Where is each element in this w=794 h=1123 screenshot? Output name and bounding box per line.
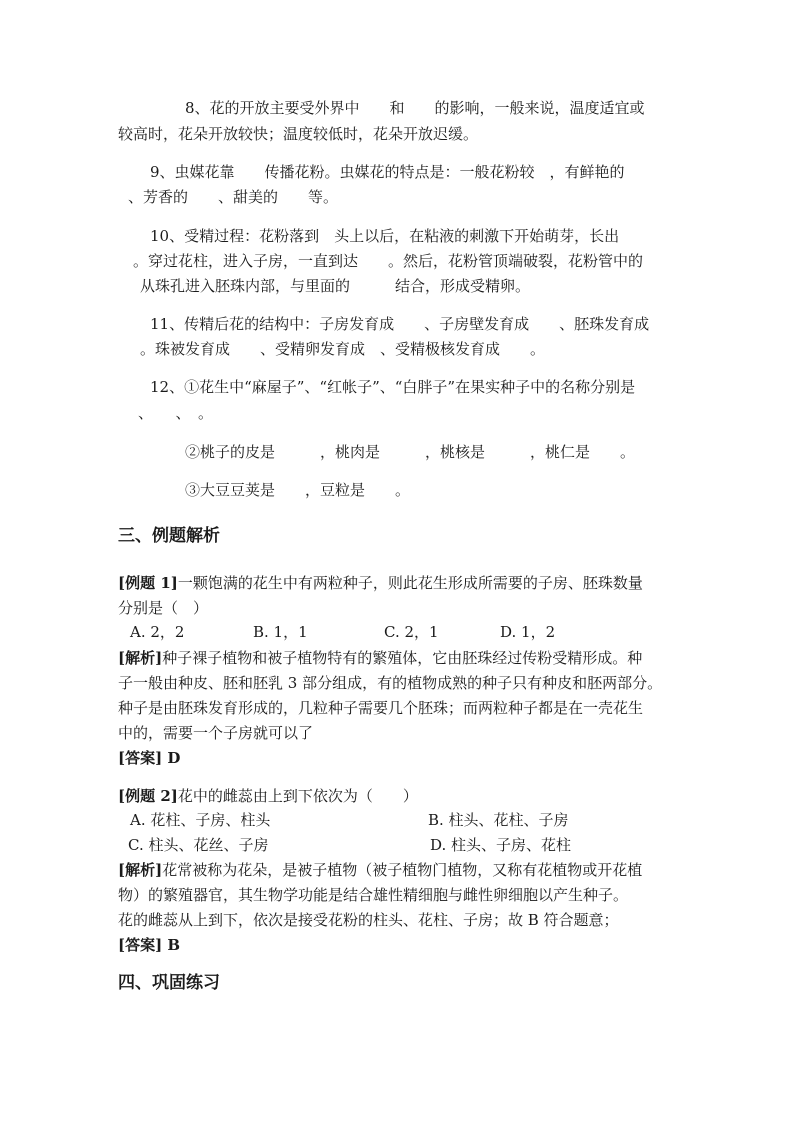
section-3-heading: 三、例题解析	[118, 526, 220, 546]
q9-line-2: 、芳香的 、甜美的 等。	[128, 188, 339, 206]
q8-line-2: 较高时，花朵开放较快；温度较低时，花朵开放迟缓。	[118, 125, 479, 143]
example-1-question-line-1: [例题 1]一颗饱满的花生中有两粒种子，则此花生形成所需要的子房、胚珠数量	[118, 574, 643, 592]
example-2-analysis-line-3: 花的雌蕊从上到下，依次是接受花粉的柱头、花柱、子房；故 B 符合题意；	[118, 911, 619, 929]
example-1-analysis-line-3: 种子是由胚珠发育形成的，几粒种子需要几个胚珠；而两粒种子都是在一壳花生	[118, 699, 644, 717]
example-1-analysis-line-1: [解析]种子裸子植物和被子植物特有的繁殖体，它由胚珠经过传粉受精形成。种	[118, 649, 643, 667]
example-2-question: [例题 2]花中的雌蕊由上到下依次为（ ）	[118, 787, 418, 805]
q11-line-1: 11、传精后花的结构中：子房发育成 、子房壁发育成 、胚珠发育成	[150, 315, 650, 333]
q8-line-1: 8、花的开放主要受外界中 和 的影响，一般来说，温度适宜或	[185, 99, 645, 117]
example-1-label: [例题 1]	[118, 574, 178, 592]
q12-line-4: ③大豆豆荚是 ，豆粒是 。	[185, 481, 411, 499]
q9-line-1: 9、虫媒花靠 传播花粉。虫媒花的特点是：一般花粉较 ，有鲜艳的	[150, 163, 625, 181]
q10-line-2: 。穿过花柱，进入子房，一直到达 。然后，花粉管顶端破裂，花粉管中的	[133, 252, 644, 270]
q10-line-3: 从珠孔进入胚珠内部，与里面的 结合，形成受精卵。	[140, 277, 531, 295]
q12-line-2: 、 、 。	[138, 404, 214, 422]
example-2-option-a: A. 花柱、子房、柱头	[130, 811, 271, 829]
example-1-question-line-2: 分别是（ ）	[118, 599, 209, 617]
q10-line-1: 10、受精过程：花粉落到 头上以后，在粘液的刺激下开始萌芽，长出	[150, 227, 620, 245]
example-2-label: [例题 2]	[118, 787, 178, 805]
example-2-answer: [答案] B	[118, 936, 181, 954]
example-2-option-b: B. 柱头、花柱、子房	[428, 811, 569, 829]
example-2-option-c: C. 柱头、花丝、子房	[128, 836, 269, 854]
q12-line-1: 12、①花生中“麻屋子”、“红帐子”、“白胖子”在果实种子中的名称分别是	[150, 378, 636, 396]
example-1-analysis-label: [解析]	[118, 649, 163, 667]
example-1-answer: [答案] D	[118, 749, 181, 767]
example-1-option-c: C. 2，1	[384, 623, 439, 641]
example-1-analysis-line-2: 子一般由种皮、胚和胚乳 3 部分组成，有的植物成熟的种子只有种皮和胚两部分。	[118, 674, 663, 692]
example-2-option-d: D. 柱头、子房、花柱	[430, 836, 572, 854]
q11-line-2: 。珠被发育成 、受精卵发育成 、受精极核发育成 。	[140, 340, 546, 358]
example-1-option-d: D. 1，2	[500, 623, 556, 641]
example-1-option-a: A. 2，2	[130, 623, 185, 641]
example-2-analysis-line-1: [解析]花常被称为花朵，是被子植物（被子植物门植物，又称有花植物或开花植	[118, 861, 643, 879]
example-2-analysis-line-2: 物）的繁殖器官，其生物学功能是结合雄性精细胞与雌性卵细胞以产生种子。	[118, 886, 629, 904]
example-1-option-b: B. 1，1	[253, 623, 308, 641]
example-1-analysis-line-4: 中的，需要一个子房就可以了	[118, 724, 314, 742]
q12-line-3: ②桃子的皮是 ，桃肉是 ，桃核是 ，桃仁是 。	[185, 443, 636, 461]
example-2-analysis-label: [解析]	[118, 861, 163, 879]
section-4-heading: 四、巩固练习	[118, 973, 220, 993]
